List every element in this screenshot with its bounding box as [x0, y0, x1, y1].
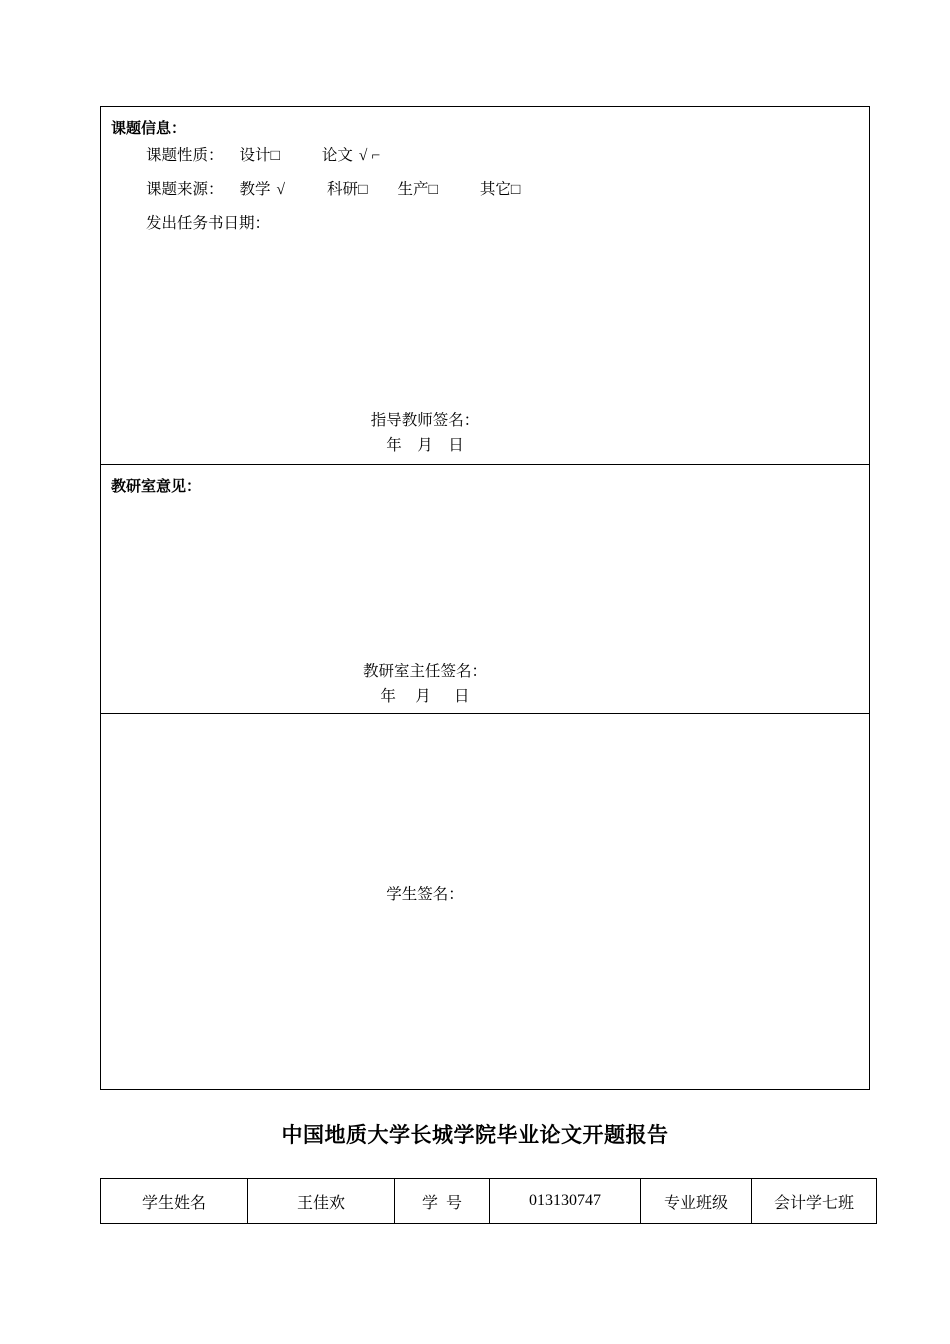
director-date-blank: 年 月 日 [380, 688, 470, 705]
option-production-box[interactable]: □ [428, 181, 438, 198]
topic-nature-line [111, 139, 853, 173]
page-title: 中国地质大学长城学院毕业论文开题报告 [281, 1124, 669, 1147]
director-signature-label: 教研室主任签名： [362, 663, 487, 680]
option-design-label: 设计 [239, 147, 271, 164]
student-block-cell [101, 714, 870, 1090]
approval-table [100, 106, 870, 1090]
table-row-student-block [101, 714, 870, 1090]
table-row-office-opinion [101, 465, 870, 714]
option-design-box[interactable]: □ [270, 147, 280, 164]
label-student-name: 学生姓名 [101, 1179, 248, 1224]
office-opinion-cell [101, 465, 870, 714]
option-thesis-check[interactable]: √ [358, 147, 368, 164]
office-opinion-heading: 教研室意见： [111, 478, 202, 495]
value-student-id[interactable]: 013130747 [490, 1179, 641, 1224]
option-thesis-label: 论文 [321, 147, 353, 164]
topic-source-label: 课题来源： [146, 181, 224, 198]
option-other-box[interactable]: □ [510, 181, 521, 198]
table-row-topic-info [101, 107, 870, 465]
option-research-box[interactable]: □ [358, 181, 368, 198]
label-major-class: 专业班级 [641, 1179, 752, 1224]
option-teaching-label: 教学 [239, 181, 271, 198]
topic-info-heading: 课题信息： [111, 120, 187, 137]
topic-nature-trailing-mark: ⌐ [371, 147, 381, 164]
topic-info-cell [101, 107, 870, 465]
option-teaching-check[interactable]: √ [276, 181, 286, 198]
topic-nature-label: 课题性质： [146, 147, 224, 164]
label-student-id: 学 号 [395, 1179, 490, 1224]
advisor-date-blank: 年 月 日 [386, 437, 464, 454]
option-production-label: 生产 [397, 181, 429, 198]
issue-date-label: 发出任务书日期： [146, 215, 271, 232]
topic-source-line [111, 173, 853, 207]
student-signature-label: 学生签名： [386, 886, 464, 903]
student-info-table [100, 1178, 877, 1224]
option-research-label: 科研 [327, 181, 359, 198]
advisor-signature-label: 指导教师签名： [370, 412, 480, 429]
table-row [101, 1179, 877, 1224]
value-major-class[interactable]: 会计学七班 [752, 1179, 877, 1224]
option-other-label: 其它 [479, 181, 511, 198]
value-student-name[interactable]: 王佳欢 [248, 1179, 395, 1224]
